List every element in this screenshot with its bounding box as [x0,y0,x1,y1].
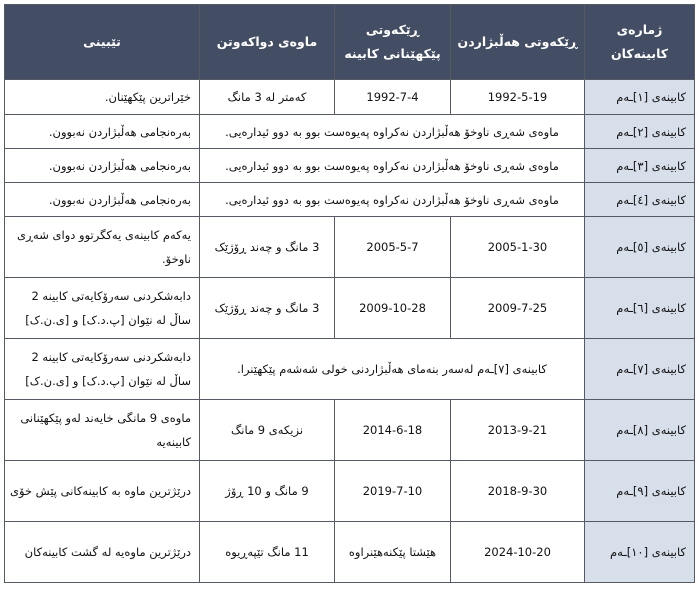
duration-cell: 11 مانگ تێپەڕیوە [200,522,335,583]
note-cell: درێژترین ماوە بە کابینەکانی پێش خۆی [5,461,200,522]
duration-cell: کەمتر لە 3 مانگ [200,80,335,115]
cabinet-cell: کابینەی [٧]ـەم [585,339,695,400]
merged-period-cell: کابینەی [٧]ـەم لەسەر بنەمای هەڵبژاردنی خولی شەشەم پێکهێنرا. [200,339,585,400]
cabinet-cell: کابینەی [٣]ـەم [585,149,695,183]
cabinet-cell: کابینەی [٢]ـەم [585,115,695,149]
cabinet-cell: کابینەی [١]ـەم [585,80,695,115]
table-row [5,278,695,339]
cabinet-cell: کابینەی [٨]ـەم [585,400,695,461]
note-cell: دابەشکردنی سەرۆکایەتی کابینە 2 ساڵ لە نێوان [پ.د.ک] و [ی.ن.ک] [5,278,200,339]
cabinet-table [4,4,695,583]
formation-date-cell: 2009-10-28 [335,278,451,339]
note-cell: ماوەی 9 مانگی خایەند لەو پێکهێنانی کابینەیە [5,400,200,461]
header-notes: تێبینی [5,5,200,80]
table-row [5,339,695,400]
table-row [5,80,695,115]
table-row [5,461,695,522]
note-cell: یەکەم کابینەی یەکگرتوو دوای شەڕی ناوخۆ. [5,217,200,278]
note-cell: بەرەنجامی هەڵبژاردن نەبوون. [5,149,200,183]
cabinet-cell: کابینەی [٩]ـەم [585,461,695,522]
start-date-cell: 2018-9-30 [451,461,585,522]
start-date-cell: 2009-7-25 [451,278,585,339]
cabinet-table-wrapper [4,4,695,583]
table-row [5,183,695,217]
table-row [5,217,695,278]
formation-date-cell: 1992-7-4 [335,80,451,115]
cabinet-cell: کابینەی [١٠]ـەم [585,522,695,583]
formation-date-cell: 2019-7-10 [335,461,451,522]
duration-cell: 3 مانگ و چەند ڕۆژێک [200,217,335,278]
header-cabinet-number: ژمارەی کابینەکان [585,5,695,80]
cabinet-cell: کابینەی [٤]ـەم [585,183,695,217]
table-row [5,522,695,583]
note-cell: خێراترین پێکهێنان. [5,80,200,115]
merged-period-cell: ماوەی شەڕی ناوخۆ هەڵبژاردن نەکراوە پەیوەست بوو بە دوو ئیدارەیی. [200,149,585,183]
header-row [5,5,695,80]
header-start-date: ڕێکەوتی هەڵبژاردن [451,5,585,80]
duration-cell: 3 مانگ و چەند ڕۆژێک [200,278,335,339]
merged-period-cell: ماوەی شەڕی ناوخۆ هەڵبژاردن نەکراوە پەیوەست بوو بە دوو ئیدارەیی. [200,115,585,149]
duration-cell: 9 مانگ و 10 ڕۆژ [200,461,335,522]
formation-date-cell: 2005-5-7 [335,217,451,278]
table-row [5,115,695,149]
start-date-cell: 2024-10-20 [451,522,585,583]
duration-cell: نزیکەی 9 مانگ [200,400,335,461]
start-date-cell: 2013-9-21 [451,400,585,461]
formation-date-cell: 2014-6-18 [335,400,451,461]
table-row [5,400,695,461]
formation-date-cell: هێشتا پێکنەهێنراوە [335,522,451,583]
merged-period-cell: ماوەی شەڕی ناوخۆ هەڵبژاردن نەکراوە پەیوەست بوو بە دوو ئیدارەیی. [200,183,585,217]
note-cell: بەرەنجامی هەڵبژاردن نەبوون. [5,183,200,217]
cabinet-cell: کابینەی [٦]ـەم [585,278,695,339]
start-date-cell: 2005-1-30 [451,217,585,278]
cabinet-cell: کابینەی [٥]ـەم [585,217,695,278]
note-cell: بەرەنجامی هەڵبژاردن نەبوون. [5,115,200,149]
header-formation-date: ڕێکەوتی پێکهێنانی کابینە [335,5,451,80]
note-cell: درێژترین ماوەیە لە گشت کابینەکان [5,522,200,583]
note-cell: دابەشکردنی سەرۆکایەتی کابینە 2 ساڵ لە نێوان [پ.د.ک] و [ی.ن.ک] [5,339,200,400]
start-date-cell: 1992-5-19 [451,80,585,115]
table-row [5,149,695,183]
header-duration: ماوەی دواکەوتن [200,5,335,80]
